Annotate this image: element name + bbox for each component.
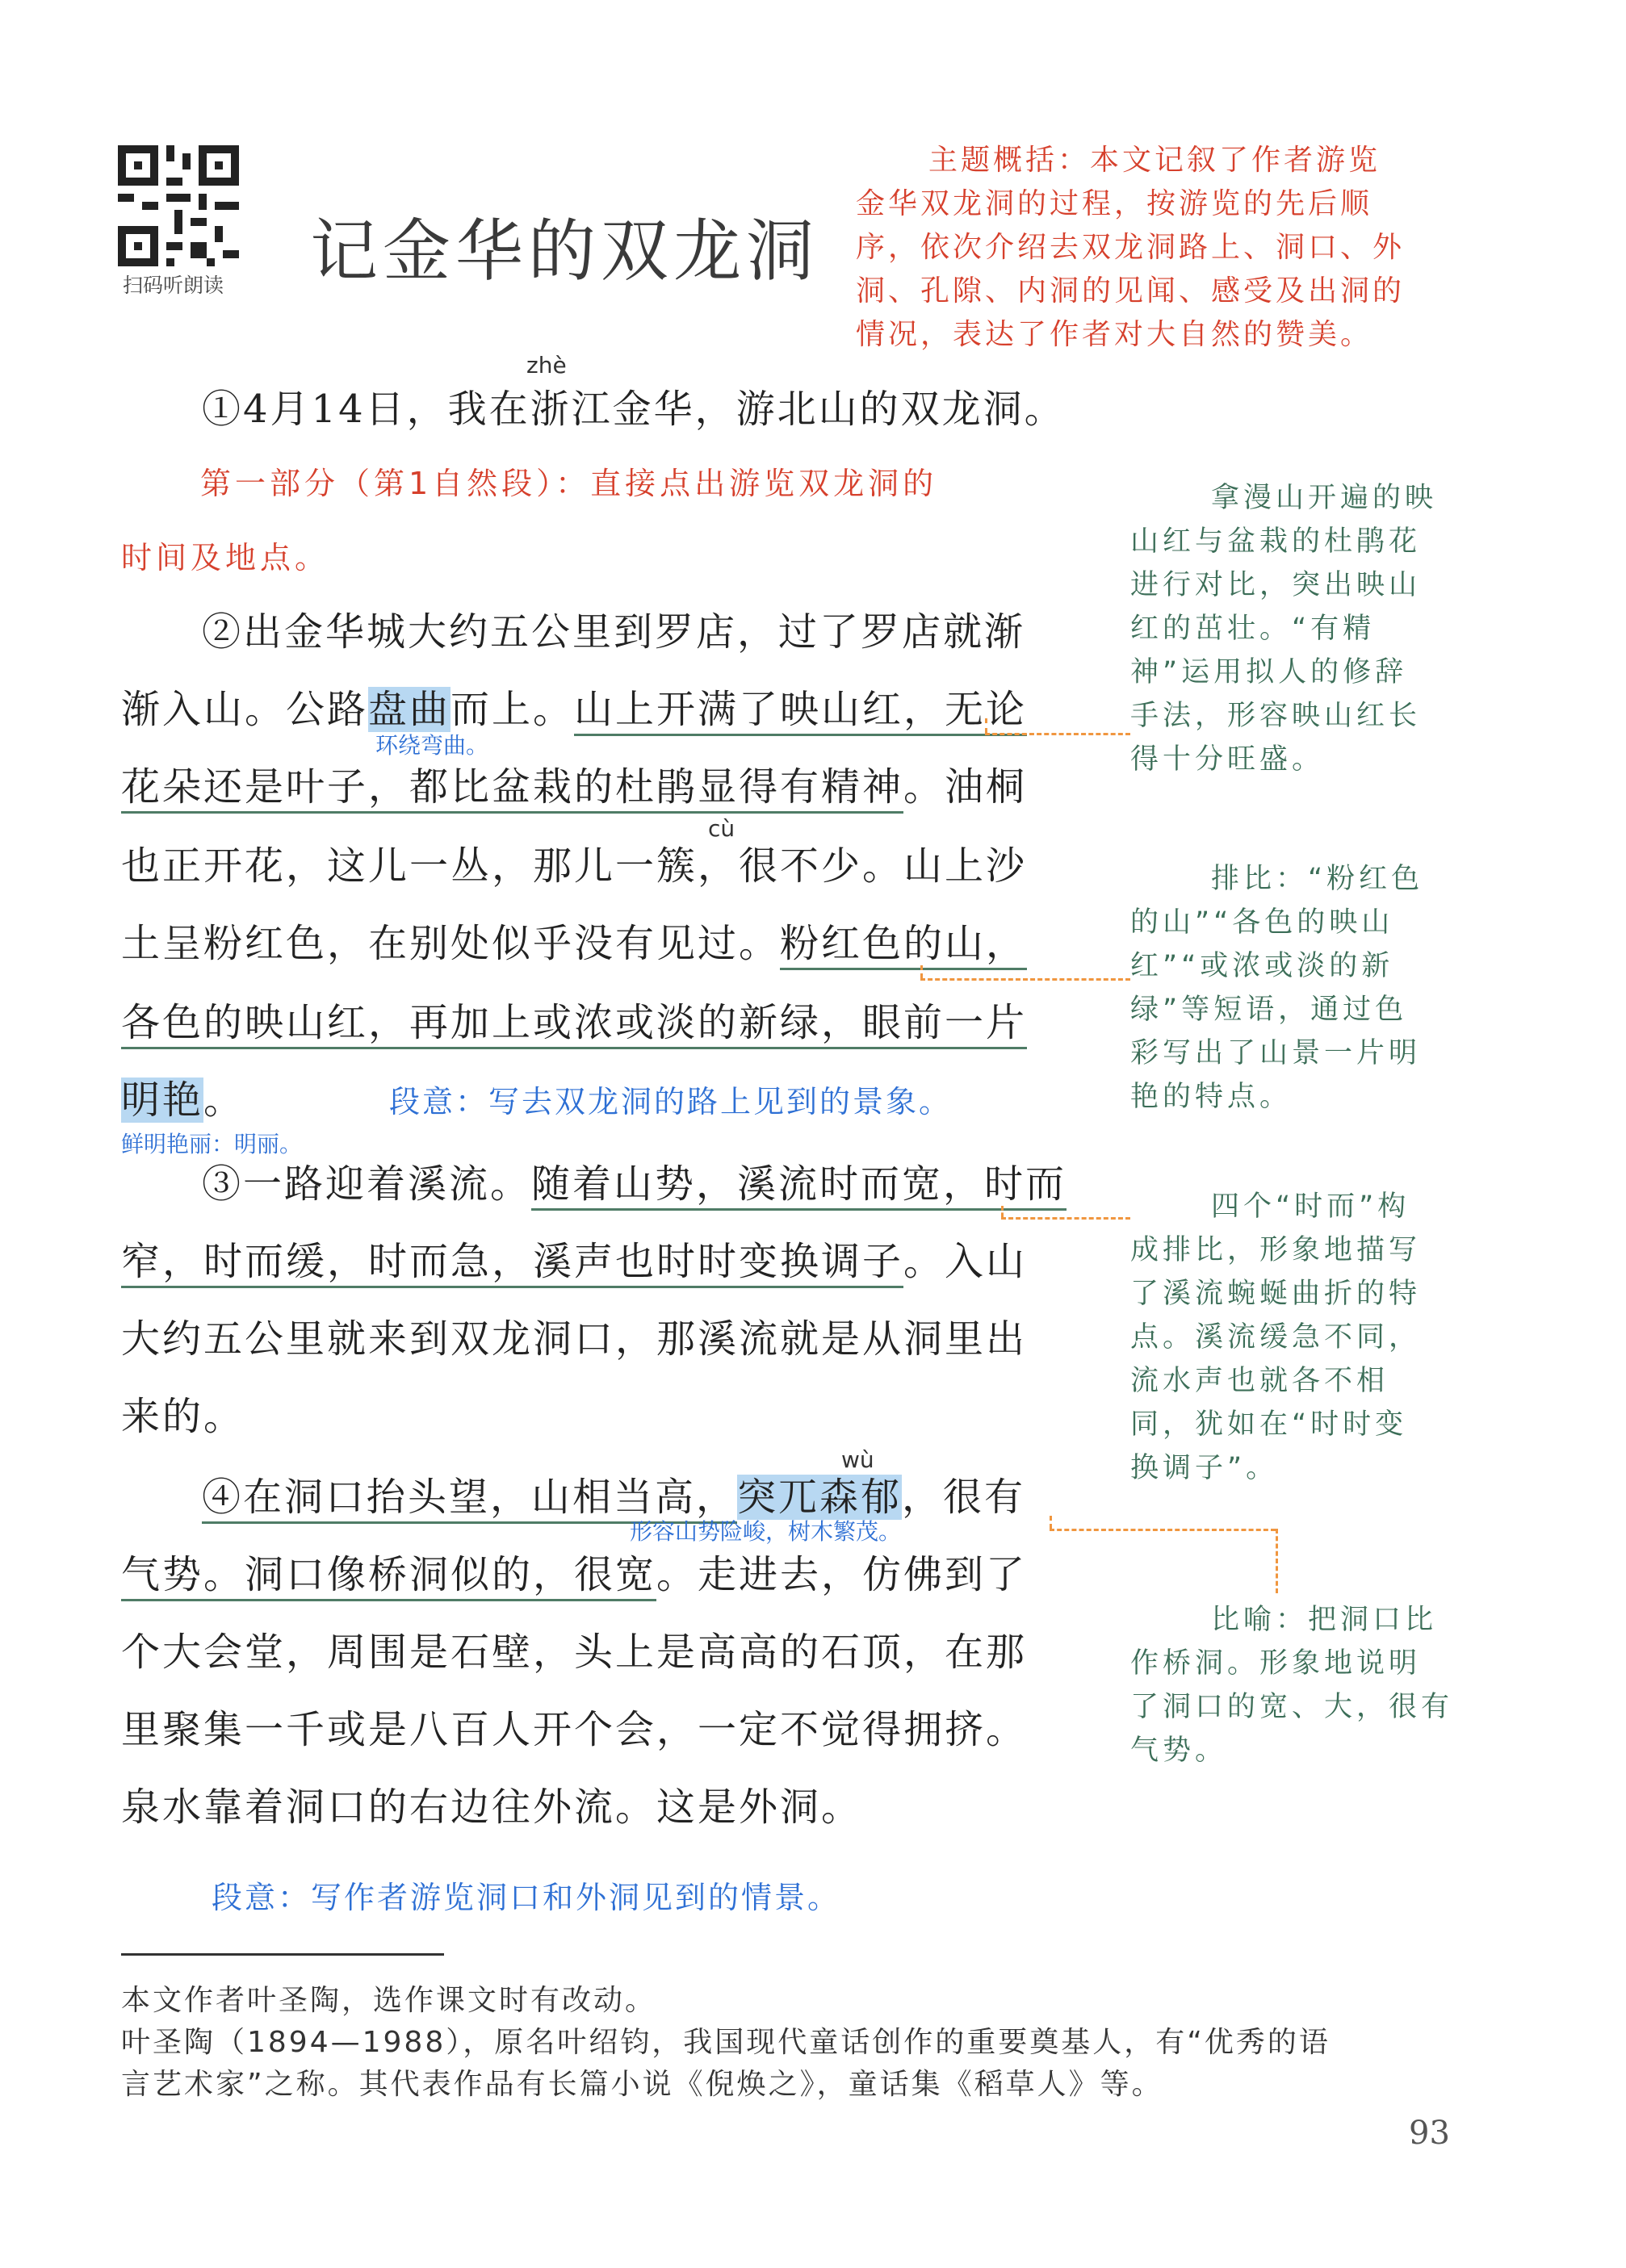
gloss-panqu: 环绕弯曲。 [375, 732, 489, 759]
underline-qiaodong: 气势。洞口像桥洞似的，很宽 [121, 1552, 656, 1601]
highlight-tuwu: 突兀森郁 [737, 1475, 903, 1520]
underline-shierhuan: 窄，时而缓，时而急，溪声也时时变换调子 [121, 1239, 903, 1288]
p4-line-1 [202, 1466, 1025, 1521]
connector-line [1050, 1529, 1276, 1531]
p1-rest: 江金华，游北山的双龙洞。 [571, 387, 1066, 432]
p2-l2b: 而上。 [451, 687, 575, 732]
footnote-line-3: 言艺术家”之称。其代表作品有长篇小说《倪焕之》，童话集《稻草人》等。 [121, 2068, 1163, 2101]
page-number: 93 [1409, 2115, 1450, 2152]
p2-line-6 [121, 991, 1027, 1047]
side-note-line: 同，犹如在“时时变 [1130, 1408, 1408, 1441]
side-note-line: 神”运用拟人的修辞 [1130, 656, 1408, 688]
footnote-line-1: 本文作者叶圣陶，选作课文时有改动。 [121, 1984, 657, 2017]
footnote-rule [121, 1953, 444, 1956]
side-note-line: 山红与盆栽的杜鹃花 [1130, 525, 1422, 558]
footnote-line-2: 叶圣陶（1894—1988），原名叶绍钧，我国现代童话创作的重要奠基人，有“优秀的语 [121, 2026, 1331, 2059]
highlight-mingyan: 明艳 [121, 1078, 204, 1123]
side-note-line: 换调子”。 [1130, 1452, 1279, 1484]
side-note-line: 四个“时而”构 [1211, 1190, 1410, 1223]
part1-note-2 [121, 533, 329, 577]
side-note-line: 的山”“各色的映山 [1130, 906, 1394, 939]
p3-line-4: 来的。 [121, 1394, 245, 1439]
side-note-line: 拿漫山开遍的映 [1211, 482, 1438, 514]
gloss-tuwu: 形容山势险峻，树木繁茂。 [630, 1518, 902, 1545]
side-note-line: 排比：“粉红色 [1211, 863, 1424, 895]
duanyi-1: 段意：写去双龙洞的路上见到的景象。 [389, 1084, 953, 1119]
p2-line-7 [121, 1069, 245, 1124]
p2-line-2 [121, 678, 1027, 734]
p4-line-3: 个大会堂，周围是石壁，头上是高高的石顶，在那 [121, 1630, 1028, 1675]
p2-line-4: 也正开花，这儿一丛，那儿一簇，很不少。山上沙 [121, 843, 1028, 889]
side-note-line: 比喻：把洞口比 [1211, 1604, 1438, 1636]
theme-note-line: 情况，表达了作者对大自然的赞美。 [856, 318, 1373, 351]
side-note-line: 彩写出了山景一片明 [1130, 1037, 1422, 1069]
pinyin-wu: wù [841, 1446, 874, 1473]
side-note-line: 得十分旺盛。 [1130, 743, 1325, 776]
part1-note-line: 时间及地点。 [121, 540, 330, 575]
theme-note-line: 主题概括：本文记叙了作者游览 [928, 144, 1381, 177]
side-note-1 [1130, 476, 1437, 781]
side-note-line: 成排比，形象地描写 [1130, 1234, 1422, 1266]
highlight-panqu: 盘曲 [368, 687, 451, 732]
p4-l1b: ，很有 [902, 1475, 1026, 1520]
p4-line-5: 泉水靠着洞口的右边往外流。这是外洞。 [121, 1785, 863, 1830]
p2-l5a: 土呈粉红色，在别处似乎没有见过。 [121, 921, 781, 966]
p1-zhe-char: 浙 [530, 387, 572, 432]
p2-line-5 [121, 912, 1027, 968]
part1-note-line: 第一部分（第1自然段）：直接点出游览双龙洞的 [200, 466, 938, 501]
connector-line [985, 718, 987, 733]
side-note-3 [1130, 1185, 1421, 1490]
p2-line-1: ②出金华城大约五公里到罗店，过了罗店就渐 [202, 609, 1026, 655]
p3-l1a: ③一路迎着溪流。 [202, 1161, 532, 1207]
p2-line-3 [121, 755, 1027, 811]
theme-note-line: 序，依次介绍去双龙洞路上、洞口、外 [856, 231, 1406, 264]
side-note-2 [1130, 857, 1423, 1119]
side-note-line: 进行对比，突出映山 [1130, 569, 1422, 601]
p3-line-3: 大约五公里就来到双龙洞口，那溪流就是从洞里出 [121, 1316, 1028, 1362]
qr-code-icon[interactable] [118, 145, 239, 266]
side-note-line: 了洞口的宽、大，很有 [1130, 1691, 1454, 1723]
p2-l2a: 渐入山。公路 [121, 687, 369, 732]
side-note-line: 绿”等短语，通过色 [1130, 994, 1408, 1026]
side-note-line: 红”“或浓或淡的新 [1130, 950, 1394, 982]
underline-yingshanhong: 山上开满了映山红，无论 [574, 687, 1027, 736]
p2-l7b: 。 [203, 1078, 245, 1123]
connector-line [1050, 1516, 1052, 1529]
p4-l2b: 。走进去，仿佛到了 [656, 1552, 1028, 1597]
underline-dongkou: ④在洞口抬头望，山相当高， [202, 1475, 737, 1524]
side-note-line: 流水声也就各不相 [1130, 1365, 1389, 1397]
theme-note-body [856, 182, 1405, 357]
side-note-line: 作桥洞。形象地说明 [1130, 1647, 1422, 1680]
theme-note-line: 洞、孔隙、内洞的见闻、感受及出洞的 [856, 274, 1406, 308]
p3-line-2 [121, 1230, 1027, 1286]
underline-fenhongse: 粉红色的山， [780, 921, 1027, 970]
pinyin-zhe: zhè [526, 352, 567, 379]
theme-note [928, 139, 1381, 182]
p1-prefix: ①4月14日，我在 [202, 387, 530, 432]
connector-line [1276, 1529, 1278, 1593]
p4-line-2 [121, 1543, 1027, 1599]
connector-line [920, 978, 1130, 981]
theme-note-line: 金华双龙洞的过程，按游览的先后顺 [856, 187, 1373, 220]
side-note-line: 了溪流蜿蜒曲折的特 [1130, 1278, 1422, 1310]
p4-line-4: 里聚集一千或是八百人开个会，一定不觉得拥挤。 [121, 1707, 1028, 1752]
qr-caption: 扫码听朗读 [123, 274, 224, 297]
side-note-line: 气势。 [1130, 1734, 1228, 1767]
side-note-line: 红的茁壮。“有精 [1130, 613, 1376, 645]
connector-line [1001, 1217, 1130, 1220]
side-note-line: 手法，形容映山红长 [1130, 700, 1422, 732]
pinyin-cu: cù [708, 815, 735, 842]
p3-l2b: 。入山 [903, 1239, 1028, 1284]
page-title: 记金华的双龙洞 [310, 211, 819, 291]
underline-gese: 各色的映山红，再加上或浓或淡的新绿，眼前一片 [121, 1000, 1027, 1049]
gloss-mingyan: 鲜明艳丽：明丽。 [121, 1131, 303, 1157]
p3-line-1 [202, 1153, 1067, 1208]
underline-dujuan: 花朵还是叶子，都比盆栽的杜鹃显得有精神 [121, 764, 903, 814]
side-note-line: 艳的特点。 [1130, 1081, 1293, 1113]
side-note-line: 点。溪流缓急不同， [1130, 1321, 1422, 1354]
part1-note [200, 458, 937, 503]
side-note-4 [1130, 1598, 1453, 1772]
underline-xiliu: 随着山势，溪流时而宽，时而 [531, 1161, 1067, 1211]
connector-line [920, 965, 923, 978]
p2-l3b: 。油桐 [903, 764, 1028, 810]
duanyi-2: 段意：写作者游览洞口和外洞见到的情景。 [212, 1880, 841, 1915]
connector-line [985, 733, 1130, 735]
paragraph-1 [202, 378, 1066, 433]
connector-line [1001, 1206, 1004, 1217]
